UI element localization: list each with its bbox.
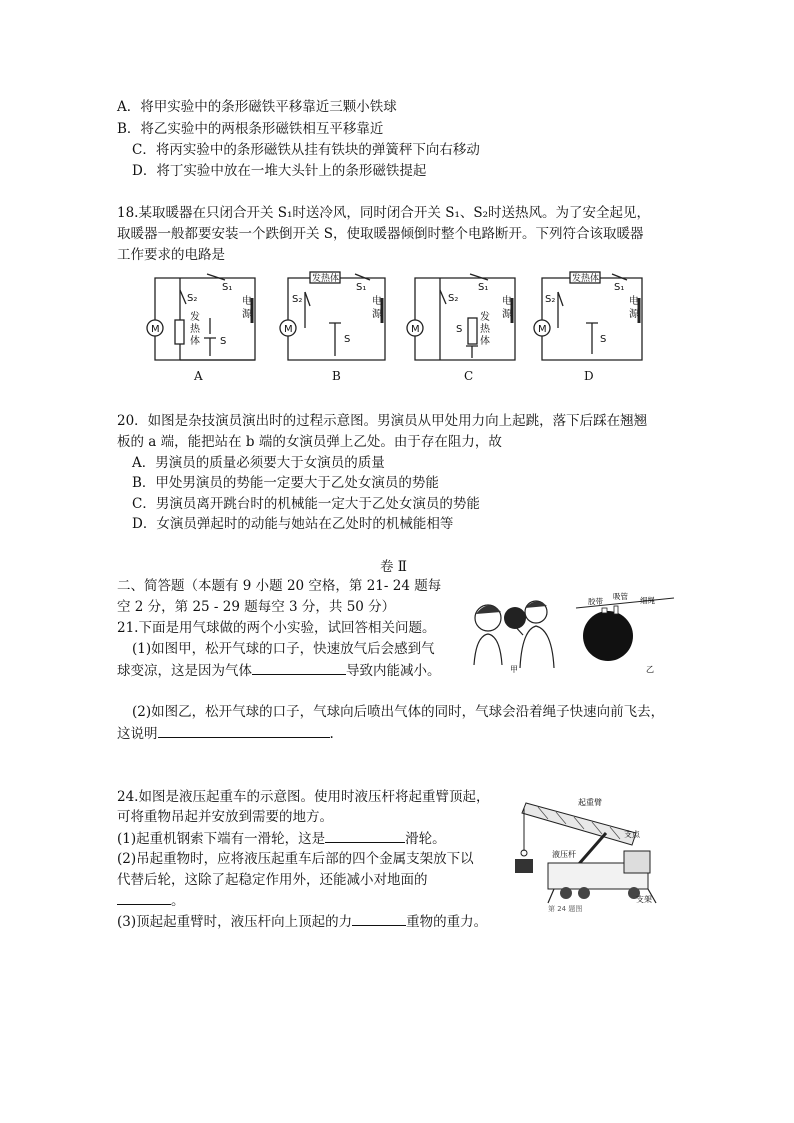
q20-stem-line2: 板的 a 端，能把站在 b 端的女演员弹上乙处。由于存在阻力，故 [117,434,502,450]
circuit-d-power-2: 源 [629,309,639,320]
q24-part3 [117,911,487,932]
q24-fig-caption: 第 24 题图 [548,905,583,913]
circuit-d-power-1: 电 [629,296,639,307]
q21-fig-straw-label: 吸管 [613,592,628,601]
q21-part1-line1: (1)如图甲，松开气球的口子，快速放气后会感到气 [132,641,435,657]
q18-circuit-diagrams [130,268,650,386]
q24-fig-rod-label: 液压杆 [552,850,576,859]
q24-fig-stand-label: 支架 [636,895,652,904]
circuit-a-s2: S₂ [187,293,198,304]
circuit-b-s2: S₂ [292,294,303,305]
q24-part2-line2: 代替后轮，这除了起稳定作用外，还能减小对地面的 [117,872,428,888]
circuit-d-s2: S₂ [545,294,556,305]
circuit-a-heater-2: 热 [190,324,200,335]
circuit-c-heater-2: 热 [480,324,490,335]
circuit-d-motor: M [538,324,547,335]
circuit-b-s: S [344,334,351,345]
q21-part1-post: 导致内能减小。 [346,663,441,679]
circuit-c-label: C [464,369,474,383]
circuit-d-label: D [584,369,594,383]
part2-intro-line1: 二、简答题（本题有 9 小题 20 空格，第 21- 24 题每 [117,578,442,594]
q24-part2-line3 [117,890,185,911]
part2-intro-line2: 空 2 分，第 25 - 29 题每空 3 分，共 50 分） [117,599,396,615]
q24-part2-post: 。 [171,893,185,909]
q24-part1-post: 滑轮。 [405,831,446,847]
circuit-a-power-1: 电 [242,296,252,307]
circuit-b-label: B [332,369,341,383]
q21-fig-jia-label: 甲 [510,665,518,674]
q21-part1-line2 [117,660,441,681]
q21-part2-line1: (2)如图乙，松开气球的口子，气球向后喷出气体的同时，气球会沿着绳子快速向前飞去， [132,704,665,720]
circuit-a-label: A [194,369,203,383]
q24-part3-post: 重物的重力。 [406,914,488,930]
q18-stem-line3: 工作要求的电路是 [117,247,225,263]
circuit-c-s2: S₂ [448,293,459,304]
circuit-c-power-2: 源 [502,309,512,320]
q21-stem: 21.下面是用气球做的两个小实验，试回答相关问题。 [117,620,436,636]
circuit-a-motor: M [151,324,160,335]
circuit-a-s: S [220,336,227,347]
q21-part1-pre: 球变凉，这是因为气体 [117,663,252,679]
q21-part2-pre: 这说明 [117,726,158,742]
circuit-c-motor: M [411,324,420,335]
q24-stem-line2: 可将重物吊起并安放到需要的地方。 [117,809,333,825]
q17-option-d: D．将丁实验中放在一堆大头针上的条形磁铁提起 [132,163,427,179]
q24-crane-figure [508,793,678,913]
q17-option-c: C．将丙实验中的条形磁铁从挂有铁块的弹簧秤下向右移动 [132,142,480,158]
circuit-d-s1: S₁ [614,282,625,293]
q24-part3-pre: (3)顶起起重臂时，液压杆向上顶起的力 [117,914,353,930]
circuit-c-s1: S₁ [478,282,489,293]
q21-fig-yi-label: 乙 [646,665,654,674]
circuit-b-power-1: 电 [372,296,382,307]
circuit-b-motor: M [284,324,293,335]
q20-option-d: D．女演员弹起时的动能与她站在乙处时的机械能相等 [132,516,454,532]
part2-title: 卷 Ⅱ [380,559,407,575]
q20-option-a: A．男演员的质量必须要大于女演员的质量 [132,455,385,471]
circuit-b-s1: S₁ [356,282,367,293]
circuit-c-s: S [456,324,463,335]
q18-stem-line2: 取暖器一般都要安装一个跌倒开关 S，使取暖器倾倒时整个电路断开。下列符合该取暖器 [117,226,644,242]
q21-answer-blank-2[interactable] [158,723,330,738]
q24-answer-blank-3[interactable] [352,911,406,926]
q17-option-a: A．将甲实验中的条形磁铁平移靠近三颗小铁球 [117,99,397,115]
q24-answer-blank-1[interactable] [325,828,405,843]
circuit-a-power-2: 源 [242,309,252,320]
q24-part2-line1: (2)吊起重物时，应将液压起重车后部的四个金属支架放下以 [117,851,474,867]
circuit-a-heater-1: 发 [190,312,200,323]
q21-answer-blank-1[interactable] [252,660,346,675]
q20-stem-line1: 20．如图是杂技演员演出时的过程示意图。男演员从甲处用力向上起跳，落下后踩在翘翘 [117,413,648,429]
circuit-b-heater: 发热体 [312,274,340,284]
q17-option-b: B．将乙实验中的两根条形磁铁相互平移靠近 [117,121,384,137]
q20-option-c: C．男演员离开跳台时的机械能一定大于乙处女演员的势能 [132,496,480,512]
q21-part2-post: . [329,726,334,742]
q24-part1-pre: (1)起重机钢索下端有一滑轮，这是 [117,831,326,847]
circuit-c-heater-3: 体 [480,336,490,347]
circuit-a-s1: S₁ [222,282,233,293]
circuit-a-heater-3: 体 [190,336,200,347]
q24-stem-line1: 24.如图是液压起重车的示意图。使用时液压杆将起重臂顶起， [117,789,490,805]
q21-fig-tape-label: 胶带 [588,597,603,606]
circuit-d-s: S [600,334,607,345]
circuit-c-power-1: 电 [502,296,512,307]
q20-option-b: B．甲处男演员的势能一定要大于乙处女演员的势能 [132,475,439,491]
q18-stem-line1: 18.某取暖器在只闭合开关 S₁时送冷风，同时闭合开关 S₁、S₂时送热风。为了安全起见， [117,205,651,221]
circuit-c-heater-1: 发 [480,312,490,323]
q24-answer-blank-2[interactable] [117,890,171,905]
q21-balloon-figure [468,590,678,675]
circuit-d-heater: 发热体 [572,274,600,284]
q24-fig-pivot-label: 支点 [624,830,640,839]
q24-fig-arm-label: 起重臂 [578,798,602,807]
circuit-b-power-2: 源 [372,309,382,320]
q21-fig-rope-label: 细绳 [640,596,655,605]
q21-part2-line2 [117,723,334,744]
q24-part1 [117,828,446,849]
